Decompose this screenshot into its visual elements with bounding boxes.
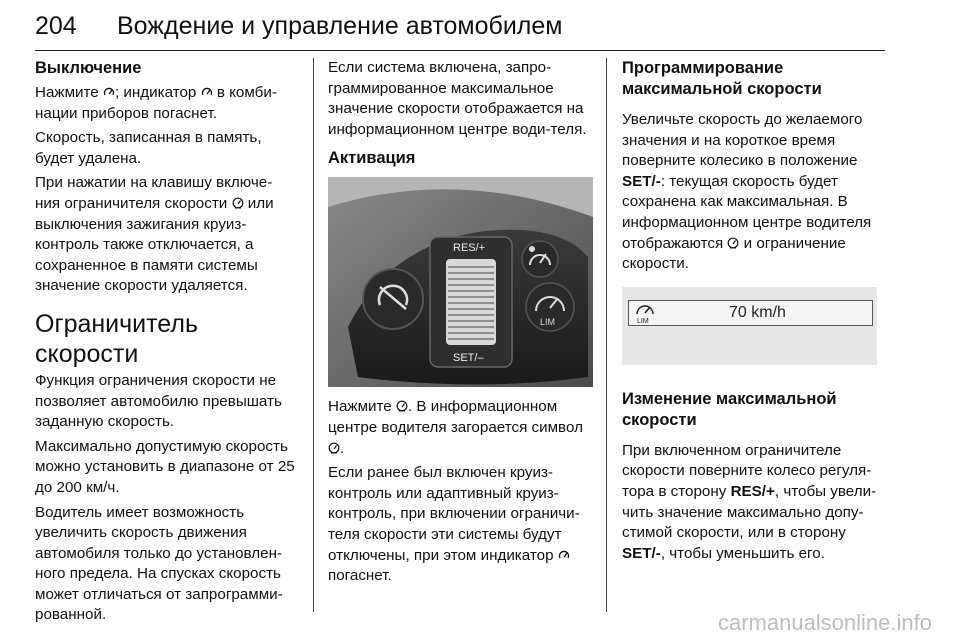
- paragraph-memory-cleared: Скорость, записанная в память, будет удалена.: [35, 129, 262, 167]
- speed-limiter-icon: [396, 400, 408, 412]
- cruise-control-indicator-icon: [201, 86, 213, 98]
- display-panel: [628, 300, 873, 326]
- paragraph-limiter-range: Максимально допустимую скорость можно установить в диапазоне от 25 до 200 км/ч.: [35, 437, 295, 496]
- paragraph-system-on: Если система включена, запро-граммированное максимальное значение скорости отображается на информационном центре води-теля.: [328, 59, 587, 138]
- paragraph-programming: Увеличьте скорость до желаемого значения и на короткое время поверните колесико в положение SET/-: текущая скорость будет сохранена как максимальная. В информационном центре водителя отображаются и ограничение скорости.: [622, 111, 872, 273]
- lim-label: LIM: [540, 317, 556, 328]
- cruise-control-icon: [103, 86, 115, 98]
- heading-off: Выключение: [35, 59, 142, 77]
- speed-limiter-icon: [232, 197, 244, 209]
- page-number: 204: [35, 12, 77, 40]
- display-lim-label: LIM: [637, 317, 649, 324]
- paragraph-off-press: Нажмите ; индикатор в комби-нации приборов погаснет.: [35, 84, 277, 122]
- paragraph-change-max-speed: При включенном ограничителе скорости поверните колесо регуля-тора в сторону RES/+, чтобы увели-чить значение максимально допу-стимой скорости, или в сторону SET/-, чтобы уменьшить его.: [622, 441, 877, 562]
- heading-programming: Программирование максимальной скорости: [622, 59, 822, 98]
- set-minus-label: SET/–: [453, 352, 484, 365]
- steering-wheel-controls-image: [328, 177, 593, 387]
- heading-change-max-speed: Изменение максимальной скорости: [622, 389, 837, 429]
- page-title: Вождение и управление автомобилем: [117, 12, 563, 40]
- paragraph-activation-press: Нажмите . В информационном центре водителя загорается символ .: [328, 398, 583, 457]
- paragraph-limiter-button: При нажатии на клавишу включе-ния ограничителя скорости или выключения зажигания круиз-контроль также отключается, а сохраненное в памяти системы значение скорости удаляется.: [35, 174, 274, 295]
- cruise-control-indicator-icon: [558, 549, 570, 561]
- steering-wheel-drawing: [328, 177, 593, 387]
- limiter-display-icon: [633, 302, 663, 324]
- paragraph-limiter-function: Функция ограничения скорости не позволяет автомобилю превышать заданную скорость.: [35, 371, 282, 431]
- speed-limiter-symbol-icon: [328, 442, 340, 454]
- column-3: [622, 58, 887, 568]
- column-divider-1: [313, 58, 314, 612]
- res-plus-label: RES/+: [453, 242, 486, 255]
- paragraph-cruise-disabled: Если ранее был включен круиз-контроль или адаптивный круиз-контроль, при включении ограничи-теля скорости эти системы будут отключены, при этом индикатор погаснет.: [328, 464, 580, 585]
- page-header: [35, 6, 885, 51]
- paragraph-limiter-driver: Водитель имеет возможность увеличить скорость движения автомобиля только до установлен-ного предела. На спусках скорость может отличаться от запрограмми-рованной.: [35, 503, 283, 624]
- column-2: [328, 58, 593, 591]
- display-speed: 70 km/h: [729, 303, 786, 321]
- column-divider-2: [606, 58, 607, 612]
- driver-info-display-image: [622, 287, 877, 365]
- column-1: [35, 58, 297, 630]
- speed-limiter-icon: [727, 237, 739, 249]
- heading-activation: Активация: [328, 149, 416, 168]
- heading-speed-limiter: Ограничитель скорости: [35, 309, 198, 368]
- watermark: carmanualsonline.info: [717, 610, 932, 635]
